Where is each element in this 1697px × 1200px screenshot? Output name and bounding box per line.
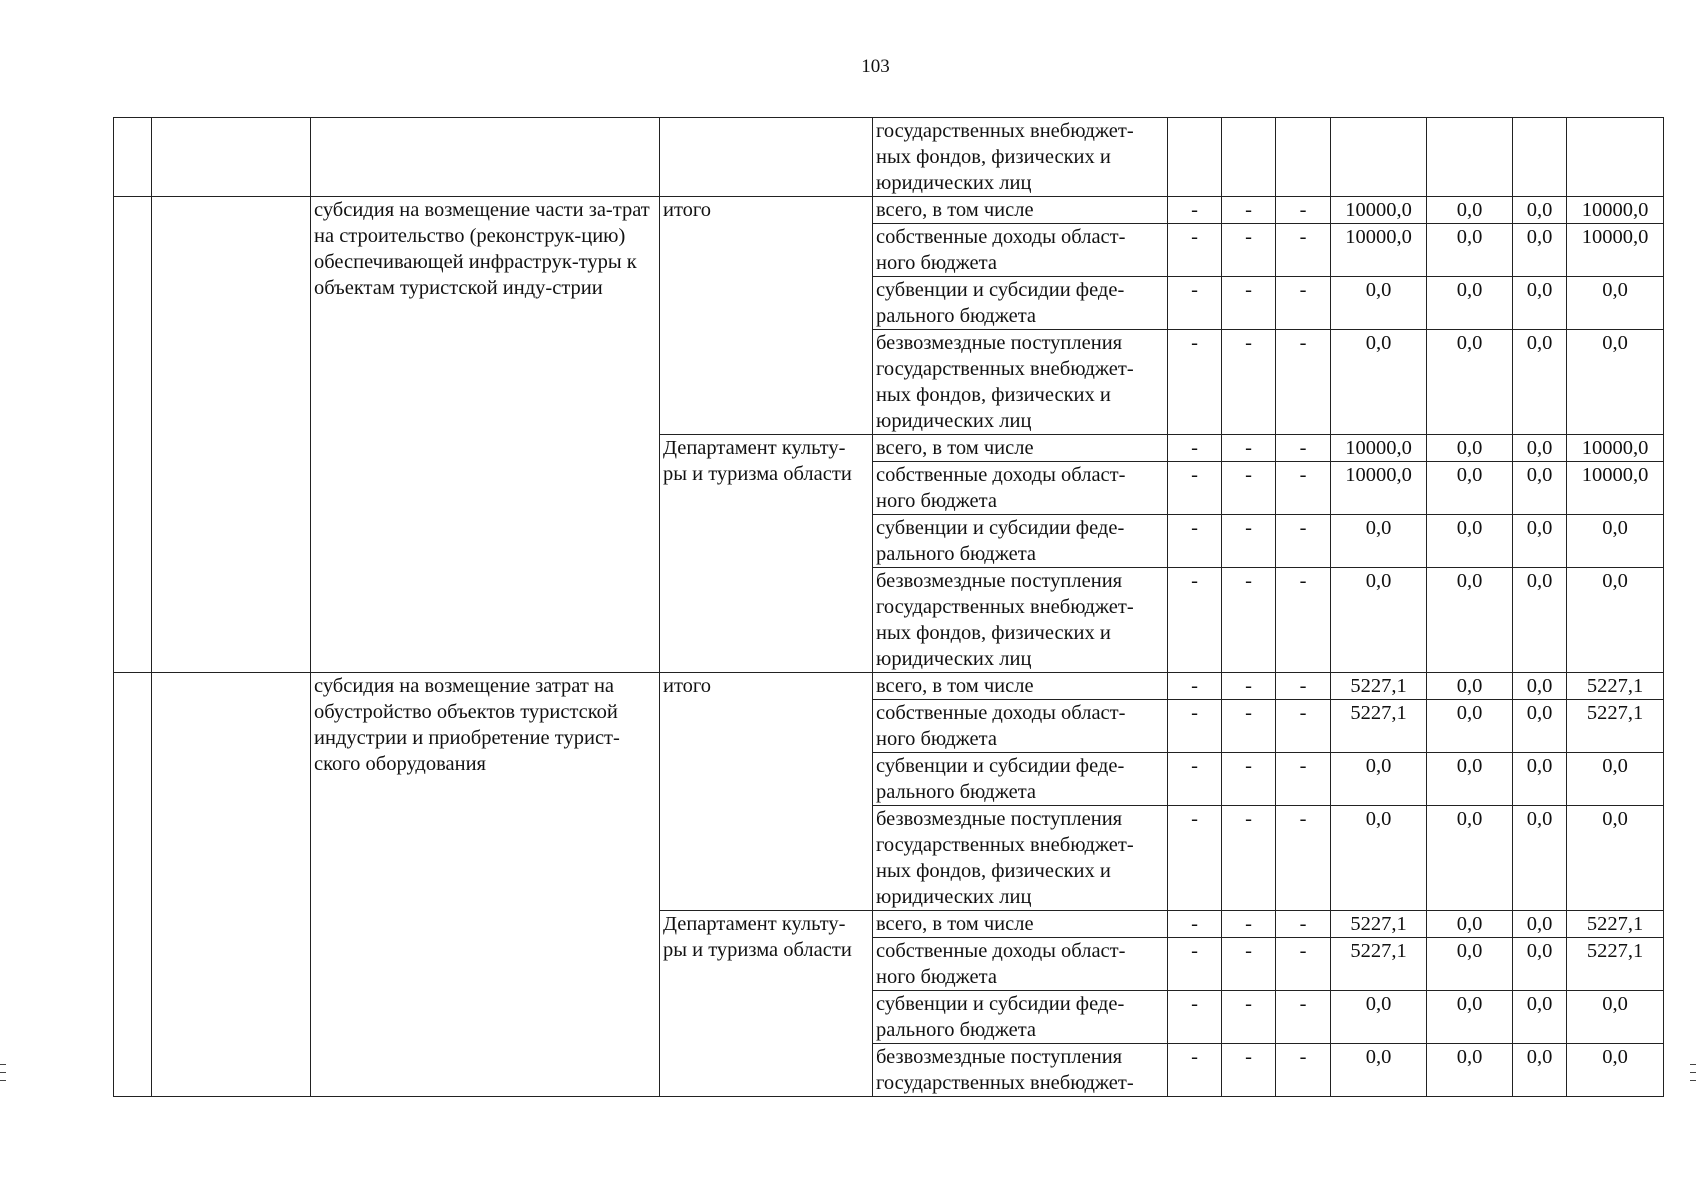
cell-dash: -	[1222, 700, 1276, 753]
cell-value: 0,0	[1427, 806, 1513, 911]
cell-value: 0,0	[1427, 462, 1513, 515]
cell-value: 0,0	[1331, 568, 1427, 673]
cell-funding-source: субвенции и субсидии феде-рального бюджета	[873, 753, 1168, 806]
cell-value: 0,0	[1513, 277, 1567, 330]
cell-funding-source: субвенции и субсидии феде-рального бюджета	[873, 277, 1168, 330]
cell-value: 0,0	[1567, 568, 1664, 673]
cell-executor: итого	[660, 673, 873, 911]
cell-description	[311, 118, 660, 197]
cell-value: 5227,1	[1567, 700, 1664, 753]
cell-dash: -	[1168, 938, 1222, 991]
cell-dash: -	[1168, 330, 1222, 435]
cell-description: субсидия на возмещение затрат на обустройство объектов туристской индустрии и приобретение турист-ского оборудования	[311, 673, 660, 1097]
cell-value: 0,0	[1331, 753, 1427, 806]
cell-value: 0,0	[1513, 515, 1567, 568]
cell-dash: -	[1276, 224, 1331, 277]
cell-dash: -	[1276, 197, 1331, 224]
cell-dash: -	[1168, 911, 1222, 938]
cell-value: 10000,0	[1331, 224, 1427, 277]
cell-value: 10000,0	[1567, 224, 1664, 277]
cell-value: 0,0	[1427, 568, 1513, 673]
cell-value: 0,0	[1513, 462, 1567, 515]
cell-value: 0,0	[1331, 330, 1427, 435]
cell-value: 0,0	[1513, 938, 1567, 991]
cell-value: 0,0	[1427, 911, 1513, 938]
cell-value: 5227,1	[1567, 938, 1664, 991]
cell-value: 0,0	[1427, 938, 1513, 991]
cell-value: 0,0	[1427, 753, 1513, 806]
cell-value: 10000,0	[1331, 435, 1427, 462]
cell-executor: Департамент культу-ры и туризма области	[660, 435, 873, 673]
cell-dash: -	[1276, 330, 1331, 435]
cell-funding-source: субвенции и субсидии феде-рального бюджета	[873, 515, 1168, 568]
cell-dash: -	[1222, 197, 1276, 224]
cell-dash: -	[1222, 224, 1276, 277]
cell-dash: -	[1222, 277, 1276, 330]
cell-value: 0,0	[1427, 224, 1513, 277]
cell-funding-source: безвозмездные поступления государственных внебюджет-ных фондов, физических и юридических лиц	[873, 330, 1168, 435]
cell-value: 0,0	[1331, 515, 1427, 568]
cell-executor	[660, 118, 873, 197]
cell-value	[1513, 118, 1567, 197]
edge-mark-left	[0, 1080, 6, 1081]
cell-value: 5227,1	[1567, 911, 1664, 938]
cell-funding-source: всего, в том числе	[873, 673, 1168, 700]
cell-value: 0,0	[1513, 700, 1567, 753]
cell-value: 0,0	[1427, 197, 1513, 224]
cell-funding-source: безвозмездные поступления государственных внебюджет-	[873, 1044, 1168, 1097]
cell-dash: -	[1276, 673, 1331, 700]
cell-value	[1427, 118, 1513, 197]
cell-dash	[1222, 118, 1276, 197]
cell-value: 0,0	[1427, 991, 1513, 1044]
cell-value: 0,0	[1427, 673, 1513, 700]
cell-dash: -	[1222, 515, 1276, 568]
edge-mark-left	[0, 1072, 6, 1073]
cell-value: 0,0	[1567, 753, 1664, 806]
cell-program	[152, 673, 311, 1097]
cell-dash: -	[1276, 753, 1331, 806]
cell-dash: -	[1168, 673, 1222, 700]
cell-dash: -	[1222, 435, 1276, 462]
cell-dash: -	[1222, 462, 1276, 515]
page-number: 103	[861, 56, 890, 77]
cell-description: субсидия на возмещение части за-трат на строительство (реконструк-цию) обеспечивающей инфраструк-туры к объектам туристской инду-стрии	[311, 197, 660, 673]
cell-dash: -	[1168, 1044, 1222, 1097]
cell-value: 0,0	[1513, 568, 1567, 673]
cell-dash: -	[1276, 568, 1331, 673]
cell-dash: -	[1276, 700, 1331, 753]
cell-dash: -	[1276, 462, 1331, 515]
cell-executor: итого	[660, 197, 873, 435]
cell-dash: -	[1276, 806, 1331, 911]
cell-dash: -	[1168, 435, 1222, 462]
cell-value: 0,0	[1567, 991, 1664, 1044]
table-body	[114, 118, 1664, 1097]
cell-dash: -	[1276, 515, 1331, 568]
cell-number	[114, 197, 152, 673]
cell-value: 0,0	[1427, 515, 1513, 568]
cell-value: 0,0	[1513, 911, 1567, 938]
cell-funding-source: собственные доходы област-ного бюджета	[873, 700, 1168, 753]
cell-value: 0,0	[1427, 435, 1513, 462]
cell-value: 5227,1	[1331, 938, 1427, 991]
cell-value: 0,0	[1427, 700, 1513, 753]
cell-funding-source: безвозмездные поступления государственных внебюджет-ных фондов, физических и юридических лиц	[873, 806, 1168, 911]
cell-value	[1567, 118, 1664, 197]
cell-dash: -	[1168, 462, 1222, 515]
cell-value: 0,0	[1513, 197, 1567, 224]
cell-value: 0,0	[1567, 515, 1664, 568]
cell-dash: -	[1168, 753, 1222, 806]
cell-dash: -	[1222, 330, 1276, 435]
cell-funding-source: собственные доходы област-ного бюджета	[873, 462, 1168, 515]
cell-dash: -	[1168, 197, 1222, 224]
cell-value: 0,0	[1513, 806, 1567, 911]
cell-funding-source: собственные доходы област-ного бюджета	[873, 938, 1168, 991]
cell-value: 0,0	[1567, 330, 1664, 435]
cell-value: 0,0	[1567, 277, 1664, 330]
cell-dash: -	[1222, 991, 1276, 1044]
cell-dash: -	[1222, 911, 1276, 938]
cell-dash: -	[1168, 277, 1222, 330]
cell-dash: -	[1168, 991, 1222, 1044]
edge-mark-right	[1690, 1080, 1696, 1081]
cell-executor: Департамент культу-ры и туризма области	[660, 911, 873, 1097]
cell-dash	[1168, 118, 1222, 197]
cell-dash: -	[1276, 435, 1331, 462]
edge-mark-right	[1690, 1064, 1696, 1065]
cell-value: 0,0	[1513, 1044, 1567, 1097]
cell-funding-source: государственных внебюджет-ных фондов, физических и юридических лиц	[873, 118, 1168, 197]
cell-dash: -	[1276, 938, 1331, 991]
cell-dash: -	[1222, 568, 1276, 673]
cell-funding-source: всего, в том числе	[873, 911, 1168, 938]
cell-value: 0,0	[1427, 330, 1513, 435]
budget-table	[113, 117, 1664, 1097]
edge-mark-left	[0, 1064, 6, 1065]
cell-value: 0,0	[1513, 673, 1567, 700]
cell-value: 10000,0	[1567, 197, 1664, 224]
cell-dash: -	[1168, 700, 1222, 753]
cell-funding-source: собственные доходы област-ного бюджета	[873, 224, 1168, 277]
cell-value: 10000,0	[1567, 435, 1664, 462]
cell-number	[114, 673, 152, 1097]
cell-dash: -	[1276, 991, 1331, 1044]
cell-dash: -	[1168, 806, 1222, 911]
cell-dash: -	[1222, 673, 1276, 700]
table-row	[114, 673, 1664, 700]
cell-number	[114, 118, 152, 197]
cell-value: 0,0	[1567, 806, 1664, 911]
cell-dash: -	[1276, 911, 1331, 938]
cell-program	[152, 197, 311, 673]
cell-value: 0,0	[1513, 991, 1567, 1044]
cell-value: 0,0	[1331, 277, 1427, 330]
cell-value: 10000,0	[1331, 462, 1427, 515]
cell-dash: -	[1168, 568, 1222, 673]
cell-funding-source: всего, в том числе	[873, 197, 1168, 224]
cell-value: 5227,1	[1331, 911, 1427, 938]
cell-dash: -	[1276, 1044, 1331, 1097]
table-row-continuation	[114, 118, 1664, 197]
cell-value	[1331, 118, 1427, 197]
cell-value: 0,0	[1513, 753, 1567, 806]
cell-value: 0,0	[1331, 1044, 1427, 1097]
table-row	[114, 197, 1664, 224]
cell-dash: -	[1222, 753, 1276, 806]
cell-value: 5227,1	[1567, 673, 1664, 700]
cell-value: 0,0	[1331, 806, 1427, 911]
cell-dash: -	[1168, 224, 1222, 277]
cell-value: 0,0	[1427, 277, 1513, 330]
cell-dash	[1276, 118, 1331, 197]
cell-dash: -	[1222, 938, 1276, 991]
cell-value: 0,0	[1513, 435, 1567, 462]
cell-dash: -	[1168, 515, 1222, 568]
cell-value: 10000,0	[1331, 197, 1427, 224]
cell-dash: -	[1222, 1044, 1276, 1097]
cell-value: 0,0	[1427, 1044, 1513, 1097]
cell-dash: -	[1276, 277, 1331, 330]
cell-dash: -	[1222, 806, 1276, 911]
cell-funding-source: всего, в том числе	[873, 435, 1168, 462]
cell-value: 0,0	[1513, 330, 1567, 435]
cell-value: 10000,0	[1567, 462, 1664, 515]
cell-value: 0,0	[1567, 1044, 1664, 1097]
edge-mark-right	[1690, 1072, 1696, 1073]
cell-value: 0,0	[1331, 991, 1427, 1044]
cell-value: 5227,1	[1331, 673, 1427, 700]
cell-funding-source: субвенции и субсидии феде-рального бюджета	[873, 991, 1168, 1044]
cell-program	[152, 118, 311, 197]
cell-funding-source: безвозмездные поступления государственных внебюджет-ных фондов, физических и юридических лиц	[873, 568, 1168, 673]
cell-value: 5227,1	[1331, 700, 1427, 753]
cell-value: 0,0	[1513, 224, 1567, 277]
